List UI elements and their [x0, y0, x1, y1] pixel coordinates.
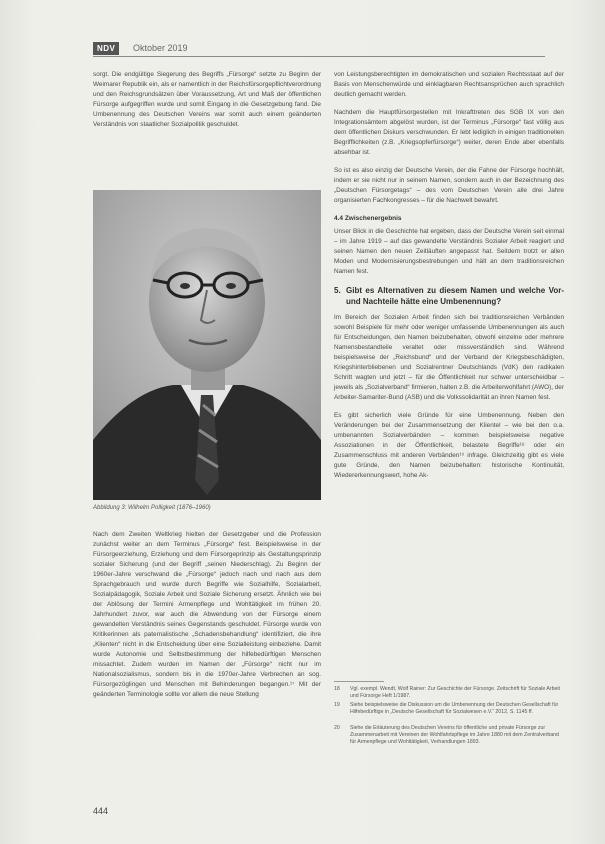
paragraph: Nachdem die Hauptfürsorgestellen mit Inkrafttreten des SGB IX von den Integrationsämtern abgelöst wurden, ist der Terminus „Fürsorge“ fast völlig aus dem öffentlichen Diskurs verschwunden. Er lebt lediglich in einigen traditionellen Begrifflichkeiten (z.B. „Kriegsopferfürsorge“) weiter, deren Ende aber ebenfalls absehbar ist. — [334, 109, 564, 156]
footnote — [334, 702, 564, 716]
paragraph: So ist es also einzig der Deutsche Verein, der die Fahne der Fürsorge hochhält, indem er sie nicht nur in seinem Namen, sondern auch in der Bezeichnung des „Deutschen Fürsorgetags“ – des vom Deutschen Verein alle drei Jahre organisierten Fachkongresses – für die Nachwelt bewahrt. — [334, 167, 564, 204]
journal-badge: NDV — [93, 42, 119, 55]
footnote-text: Siehe die Erläuterung des Deutschen Vereins für öffentliche und private Fürsorge zur Zusammenarbeit mit Vereinen der Wohlfahrtspflege im Jahre 1880 mit dem Zentralverband für Armenpflege und Wohltätigkeit, Verhandlungen 1893. — [350, 725, 559, 745]
subsection-heading: 4.4 Zwischenergebnis — [334, 215, 402, 222]
photo-caption: Abbildung 3: Wilhelm Polligkeit (1876–1960) — [93, 505, 211, 511]
right-column — [334, 70, 564, 489]
footnote-number: 20 — [334, 725, 340, 731]
footnote-number: 18 — [334, 686, 340, 692]
footnote-number: 19 — [334, 702, 340, 708]
portrait-image — [93, 190, 321, 500]
footnote — [334, 725, 564, 746]
page-number: 444 — [93, 806, 109, 816]
paragraph: sorgt. Die endgültige Siegerung des Begriffs „Fürsorge“ setzte zu Beginn der Weimarer Republik ein, als er namentlich in der Reichsfürsorgepflichtverordnung und den Reichsgrundsätzen über Voraussetzung, Art und Maß der öffentlichen Fürsorge aufgegriffen wurde und somit Eingang in die Gesetzgebung fand. Die Umbenennung des Deutschen Vereins war somit auch einem geänderten Verständnis von staatlicher Sozialpolitik geschuldet. — [93, 71, 321, 128]
footnote-text: Siehe beispielsweise die Diskussion um die Umbenennung der Deutschen Gesellschaft für Hilfebedürftige in „Deutsche Gesellschaft für Sozialwesen e.V.“ 2012, S. 1145 ff. — [350, 702, 559, 715]
portrait-photo — [93, 190, 321, 500]
section-title: Gibt es Alternativen zu diesem Namen und welche Vor- und Nachteile hätte eine Umbenennung? — [346, 286, 564, 306]
section-number: 5. — [334, 286, 341, 295]
paragraph: Unser Blick in die Geschichte hat ergeben, dass der Deutsche Verein seit einmal – im Jahre 1919 – auf das gewandelte Verständnis Sozialer Arbeit reagiert und seinen Namen den neuen Zeitläuften angepasst hat. Seitdem trotzt er allen Moden und Modernisierungsbestrebungen und hält an dem traditionsreichen Namen fest. — [334, 228, 564, 275]
footnote — [334, 686, 564, 700]
paragraph: Im Bereich der Sozialen Arbeit finden sich bei traditionsreichen Verbänden sowohl Beispiele für mehr oder weniger umfassende Umbenennungen als auch für Entscheidungen, den Namen beizubehalten, obwohl einzelne oder mehrere Namensbestandteile veraltet oder missverständlich sind. Während beispielsweise der „Reichsbund“ und der Verband der Kriegsbeschädigten, Kriegshinterbliebenen und Sozialrentner Deutschlands (VdK) den radikalen Schritt wagten und jetzt – für die Öffentlichkeit nur schwer unterscheidbar – jeweils als „Sozialverband“ firmieren, halten z.B. die Arbeiterwohlfahrt (AWO), der Arbeiter-Samariter-Bund (ASB) und die Volkssolidarität an ihren Namen fest. — [334, 314, 564, 401]
left-column-top — [93, 70, 321, 138]
paragraph: Nach dem Zweiten Weltkrieg hielten der Gesetzgeber und die Profession zunächst weiter an dem Terminus „Fürsorge“ fest. Beispielsweise in der Fürsorgeerziehung, Erziehung und dem Fürsorgeprinzip als Gestaltungsprinzip sozialer Sicherung (und der Begriff „seinen Niederschlag). Zu Beginn der 1960er-Jahre verschwand die „Fürsorge“ jedoch nach und nach aus dem Sprachgebrauch und wurde durch Begriffe wie Sozialhilfe, Sozialarbeit, Sozialpädagogik, Soziale Arbeit und Soziale Sicherung ersetzt. Ähnlich wie bei der Ablösung der Termini Armenpflege und Wohltätigkeit im frühen 20. Jahrhundert zuvor, war auch die Abwendung von der Fürsorge einem gewandelten Verständnis seines Gegenstands geschuldet. Fürsorge wurde von Kritikerinnen als paternalistische „Schadensbehandlung“ identifiziert, die ihre „Klienten“ nicht in die Entscheidung über eine Sozialleistung einbeziehe. Damit wurde Autonomie und Selbstbestimmung der hilfebedürftigen Menschen missachtet. Zudem wurden im Namen der „Fürsorge“ nicht nur im Nationalsozialismus, sondern bis in die 1970er-Jahre Verbrechen an sog. Fürsorgezöglingen und Menschen mit Behinderungen begangen.¹⁷ Mit der geänderten Terminologie sollte vor allem die neue Stellung — [93, 531, 321, 698]
paragraph: von Leistungsberechtigten im demokratischen und sozialen Rechtsstaat auf der Basis von Menschenwürde und einklagbaren Rechtsansprüchen auch sprachlich deutlich gemacht werden. — [334, 71, 564, 98]
issue-date: Oktober 2019 — [133, 43, 188, 53]
paragraph: Es gibt sicherlich viele Gründe für eine Umbenennung. Neben den Veränderungen bei der Zusammensetzung der Klientel – wie bei den o.a. umbenannten Sozialverbänden – kommen beispielsweise negative Assoziationen in der Öffentlichkeit, belastete Begriffe¹⁸ oder ein Zusammenschluss mit anderen Verbänden¹⁹ infrage. Gleichzeitig gibt es viele gute Gründe, den Namen beizubehalten: historische Kontinuität, Wiedererkennungswert, hohe Ak- — [334, 412, 564, 479]
footnote-divider — [334, 681, 384, 682]
left-column-bottom — [93, 530, 321, 708]
page-header — [93, 42, 545, 57]
footnote-text: Vgl. exempl. Wendt, Wolf Rainer: Zur Geschichte der Fürsorge. Zeitschrift für Soziale Arbeit und Fürsorge Heft 1/1987. — [350, 686, 560, 699]
section-heading — [334, 285, 564, 307]
